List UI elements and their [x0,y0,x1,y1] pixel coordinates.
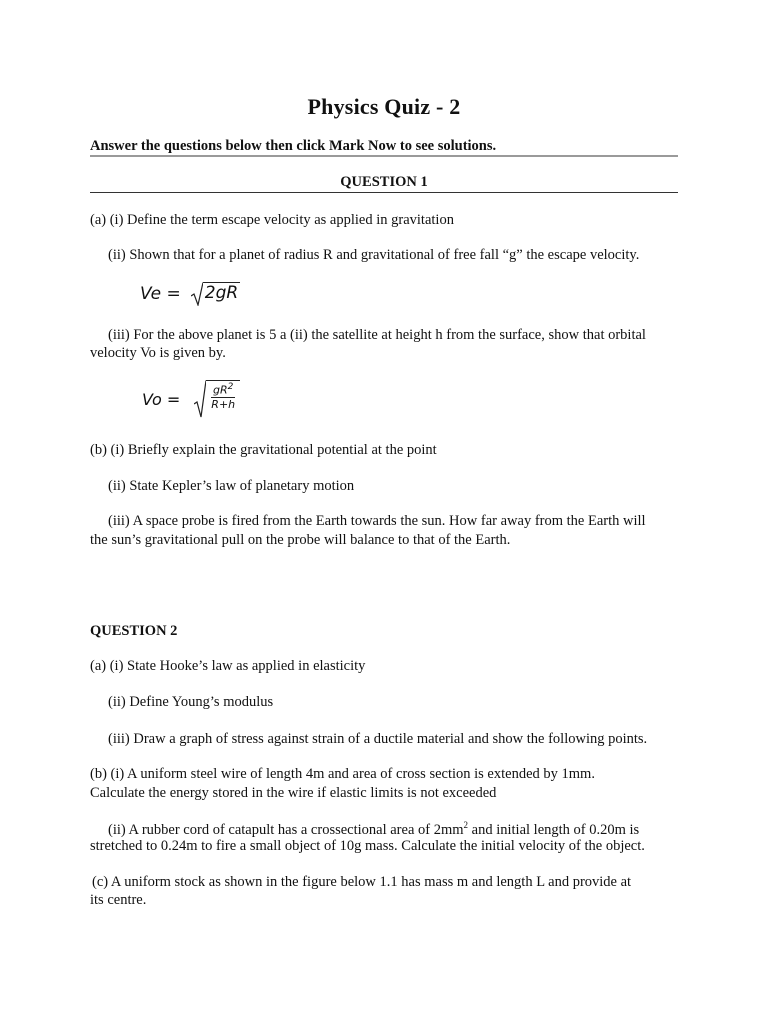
equation-lhs: Vo = [142,389,181,409]
divider [90,192,678,193]
q1-a-iii-line1: (iii) For the above planet is 5 a (ii) the satellite at height h from the surface, show that orbital [108,327,646,343]
q2-b-i-line1: (b) (i) A uniform steel wire of length 4m and area of cross section is extended by 1mm. [90,766,595,782]
fraction [206,380,240,418]
page-title: Physics Quiz - 2 [307,94,461,119]
numerator-exponent: 2 [227,382,234,392]
equation-lhs: Ve = [140,284,181,304]
q1-a-iii-line2: velocity Vo is given by. [90,345,226,361]
fraction-numerator [211,382,235,398]
q2-b-ii-superscript: 2 [463,820,469,830]
divider [90,155,678,157]
q2-a-ii: (ii) Define Young’s modulus [108,694,274,710]
q2-b-ii-line1 [108,820,639,839]
question-2-heading: QUESTION 2 [90,623,178,639]
q2-a-iii: (iii) Draw a graph of stress against strain of a ductile material and show the following points. [108,731,648,747]
fraction-denominator: R+h [211,397,236,411]
escape-velocity-equation [140,282,240,306]
equation-radicand: 2gR [203,282,240,306]
square-root [194,380,240,418]
q1-b-ii: (ii) State Kepler’s law of planetary motion [108,478,355,494]
q2-b-ii-text-b: and initial length of 0.20m is [468,821,640,838]
q2-a-i: (a) (i) State Hooke’s law as applied in elasticity [90,658,366,674]
q2-c-line2: its centre. [90,892,147,908]
orbital-velocity-equation [142,380,240,418]
question-1-heading: QUESTION 1 [340,174,428,190]
q2-b-ii-text-a: (ii) A rubber cord of catapult has a crossectional area of 2mm [108,821,464,838]
square-root [191,282,240,306]
numerator-text: gR [213,383,228,397]
radical-sign-icon [194,380,206,418]
q2-c-line1: (c) A uniform stock as shown in the figure below 1.1 has mass m and length L and provide at [92,874,632,890]
q2-b-ii-line2: stretched to 0.24m to fire a small object of 10g mass. Calculate the initial velocity of the object. [90,838,645,854]
q1-b-iii-line2: the sun’s gravitational pull on the probe will balance to that of the Earth. [90,532,511,548]
q1-a-ii: (ii) Shown that for a planet of radius R and gravitational of free fall “g” the escape velocity. [108,247,640,263]
q2-b-i-line2: Calculate the energy stored in the wire if elastic limits is not exceeded [90,785,497,801]
q1-b-i: (b) (i) Briefly explain the gravitational potential at the point [90,442,437,458]
q1-b-iii-line1: (iii) A space probe is fired from the Earth towards the sun. How far away from the Earth will [108,513,646,529]
q1-a-i: (a) (i) Define the term escape velocity as applied in gravitation [90,212,454,228]
instruction-text: Answer the questions below then click Mark Now to see solutions. [90,138,497,154]
radical-sign-icon [191,282,203,306]
